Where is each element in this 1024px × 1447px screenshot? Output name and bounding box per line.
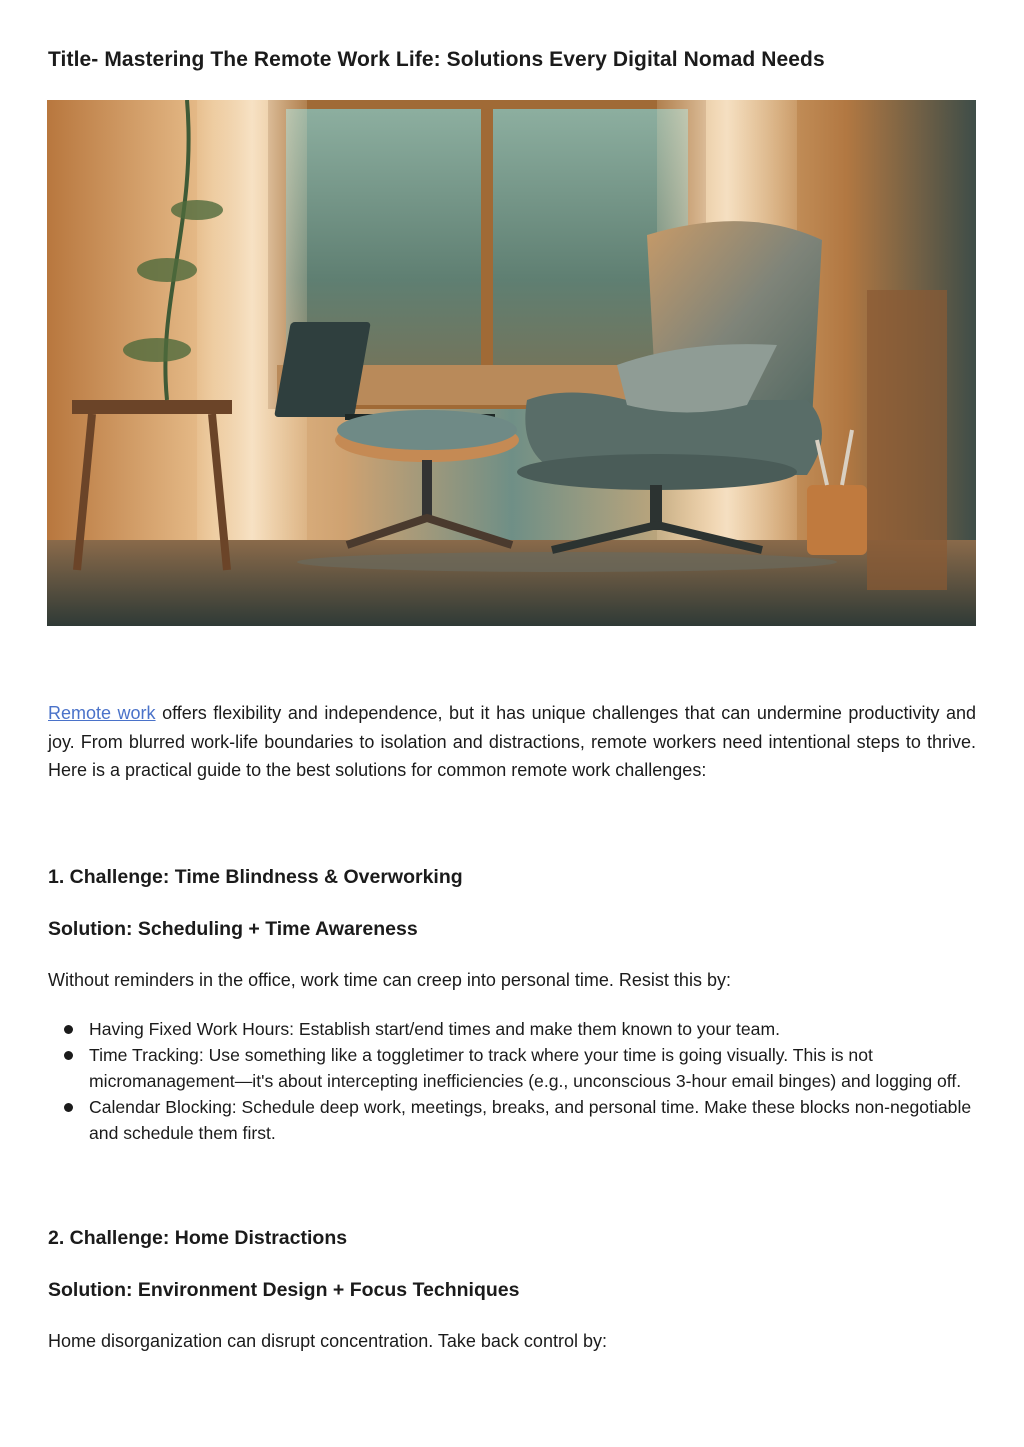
- intro-paragraph: [48, 699, 976, 785]
- challenge-2-heading: 2. Challenge: Home Distractions: [48, 1227, 348, 1249]
- challenge-2-lead: Home disorganization can disrupt concentration. Take back control by:: [48, 1331, 607, 1351]
- solution-1-list: [48, 1016, 978, 1146]
- hero-image: [47, 100, 976, 626]
- page-title: Title- Mastering The Remote Work Life: Solutions Every Digital Nomad Needs: [48, 48, 825, 71]
- list-item: Calendar Blocking: Schedule deep work, meetings, breaks, and personal time. Make these blocks non-negotiable and schedule them first.: [48, 1094, 978, 1146]
- challenge-1-heading: 1. Challenge: Time Blindness & Overworking: [48, 866, 463, 888]
- challenge-1-lead: Without reminders in the office, work time can creep into personal time. Resist this by:: [48, 970, 731, 990]
- intro-text: offers flexibility and independence, but it has unique challenges that can undermine productivity and joy. From blurred work-life boundaries to isolation and distractions, remote workers need intentional steps to thrive. Here is a practical guide to the best solutions for common remote work challenges:: [48, 703, 976, 780]
- solution-1-heading: Solution: Scheduling + Time Awareness: [48, 918, 418, 940]
- list-item: Time Tracking: Use something like a toggletimer to track where your time is going visually. This is not micromanagement—it's about intercepting inefficiencies (e.g., unconscious 3-hour email binges) and logging off.: [48, 1042, 978, 1094]
- remote-work-link[interactable]: Remote work: [48, 703, 156, 723]
- solution-2-heading: Solution: Environment Design + Focus Techniques: [48, 1279, 520, 1301]
- list-item: Having Fixed Work Hours: Establish start/end times and make them known to your team.: [48, 1016, 978, 1042]
